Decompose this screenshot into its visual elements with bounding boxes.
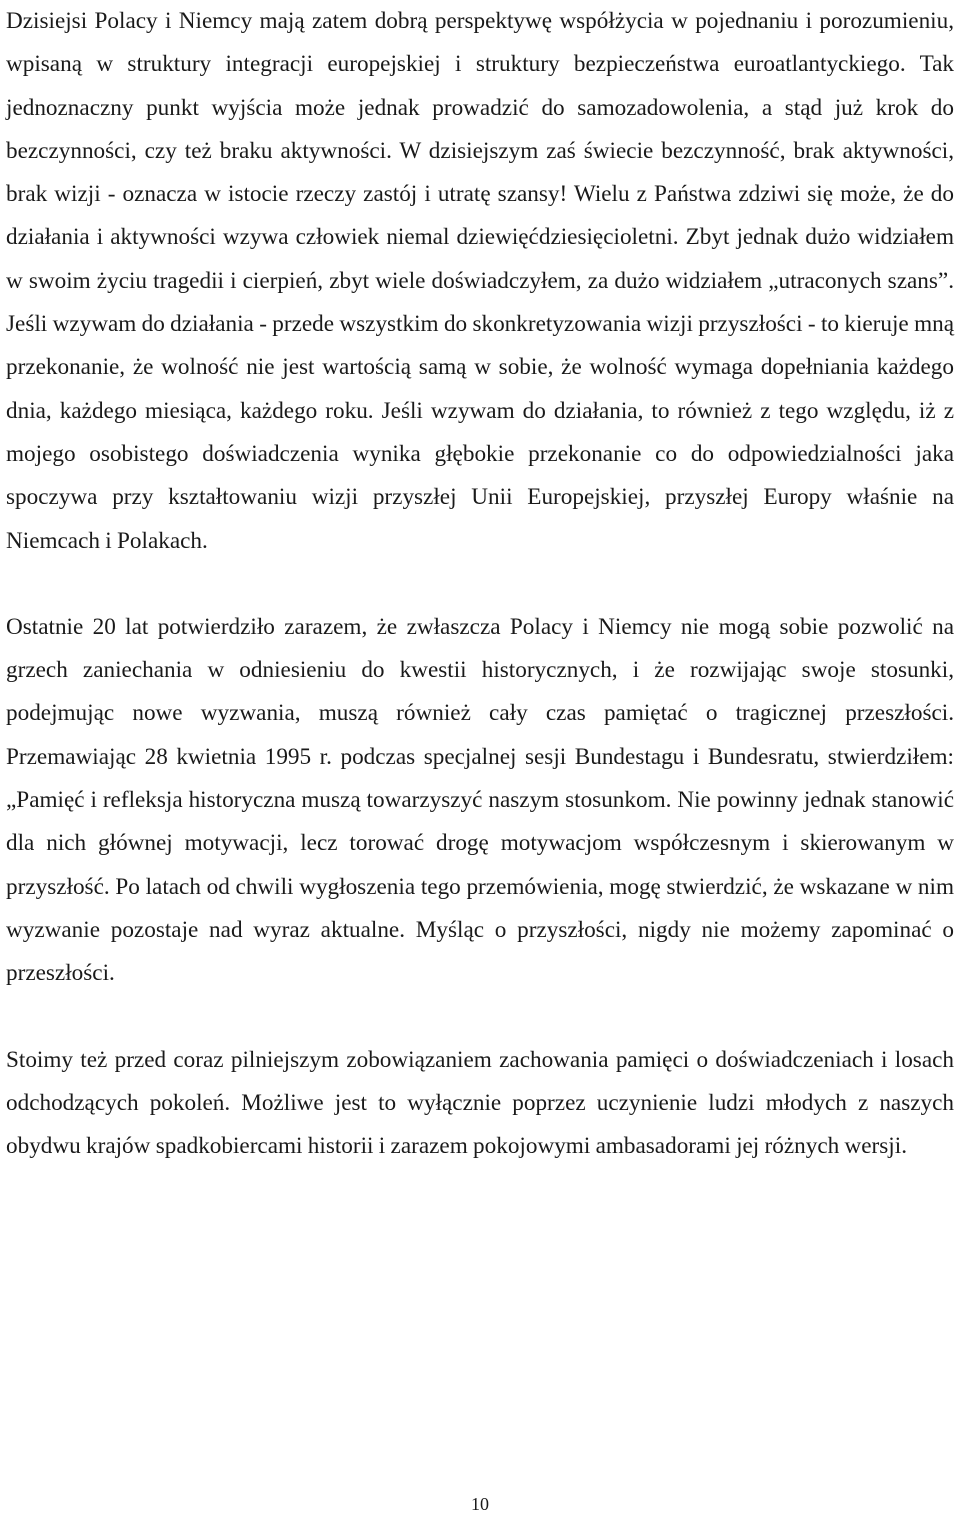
paragraph-2: Ostatnie 20 lat potwierdziło zarazem, że zwłaszcza Polacy i Niemcy nie mogą sobie pozwolić na grzech zaniechania w odniesieniu do kwestii historycznych, i że rozwijając swoje stosunki, podejmując nowe wyzwania, muszą również cały czas pamiętać o tragicznej przeszłości. Przemawiając 28 kwietnia 1995 r. podczas specjalnej sesji Bundestagu i Bundesratu, stwierdziłem: „Pamięć i refleksja historyczna muszą towarzyszyć naszym stosunkom. Nie powinny jednak stanowić dla nich głównej motywacji, lecz torować drogę motywacjom współczesnym i skierowanym w przyszłość. Po latach od chwili wygłoszenia tego przemówienia, mogę stwierdzić, że wskazane w nim wyzwanie pozostaje nad wyraz aktualne. Myśląc o przyszłości, nigdy nie możemy zapominać o przeszłości.: [6, 613, 954, 987]
paragraph-3: Stoimy też przed coraz pilniejszym zobowiązaniem zachowania pamięci o doświadczeniach i losach odchodzących pokoleń. Możliwe jest to wyłącznie poprzez uczynienie ludzi młodych z naszych obydwu krajów spadkobiercami historii i zarazem pokojowymi ambasadorami jej różnych wersji.: [6, 1046, 954, 1160]
paragraph-spacer: [6, 563, 954, 606]
document-body: [6, 0, 954, 1168]
paragraph-1: Dzisiejsi Polacy i Niemcy mają zatem dobrą perspektywę współżycia w pojednaniu i porozumieniu, wpisaną w struktury integracji europejskiej i struktury bezpieczeństwa euroatlantyckiego. Tak jednoznaczny punkt wyjścia może jednak prowadzić do samozadowolenia, a stąd już krok do bezczynności, czy też braku aktywności. W dzisiejszym zaś świecie bezczynność, brak aktywności, brak wizji - oznacza w istocie rzeczy zastój i utratę szansy! Wielu z Państwa zdziwi się może, że do działania i aktywności wzywa człowiek niemal dziewięćdziesięcioletni. Zbyt jednak dużo widziałem w swoim życiu tragedii i cierpień, zbyt wiele doświadczyłem, za dużo widziałem „utraconych szans”. Jeśli wzywam do działania - przede wszystkim do skonkretyzowania wizji przyszłości - to kieruje mną przekonanie, że wolność nie jest wartością samą w sobie, że wolność wymaga dopełniania każdego dnia, każdego miesiąca, każdego roku. Jeśli wzywam do działania, to również z tego względu, iż z mojego osobistego doświadczenia wynika głębokie przekonanie co do odpowiedzialności jaka spoczywa przy kształtowaniu wizji przyszłej Unii Europejskiej, przyszłej Europy właśnie na Niemcach i Polakach.: [6, 8, 954, 554]
paragraph-spacer: [6, 996, 954, 1039]
page-number: 10: [471, 1494, 489, 1514]
